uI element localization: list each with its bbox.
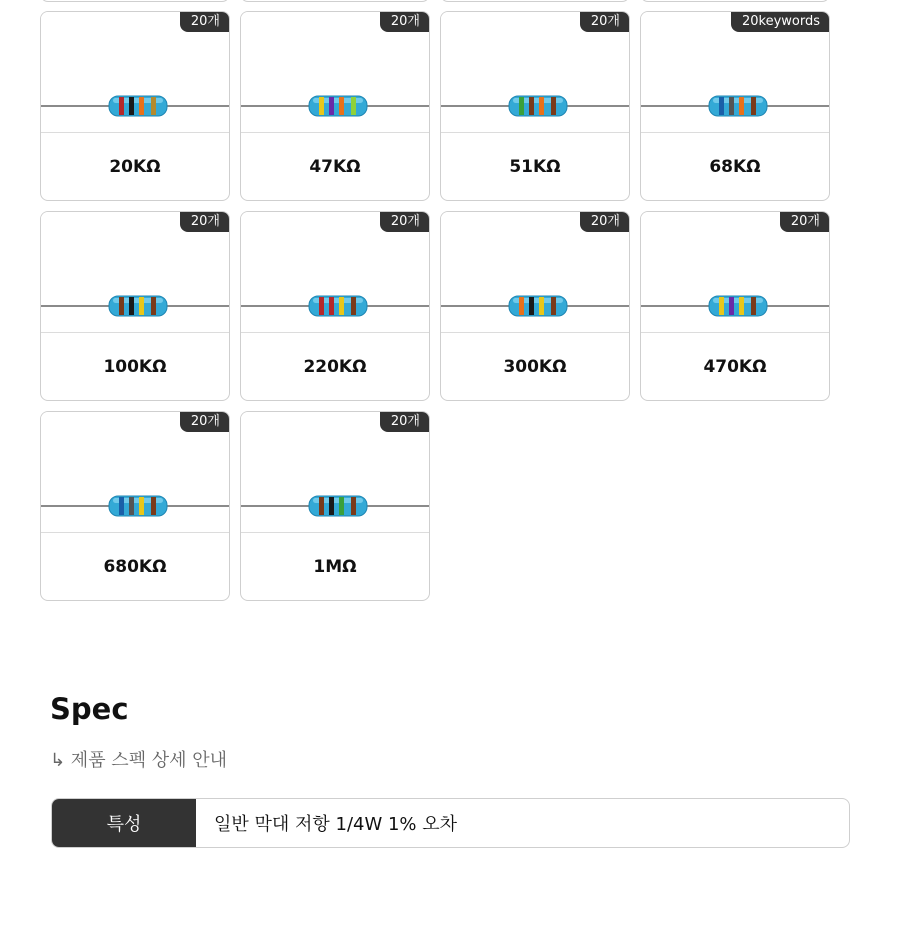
color-band xyxy=(119,97,124,115)
color-band xyxy=(119,497,124,515)
quantity-badge: 20개 xyxy=(780,212,829,232)
color-band xyxy=(751,297,756,315)
color-band xyxy=(339,97,344,115)
quantity-badge: 20개 xyxy=(180,212,229,232)
color-band xyxy=(351,497,356,515)
color-band xyxy=(739,97,744,115)
color-band xyxy=(519,97,524,115)
product-card[interactable] xyxy=(640,211,830,401)
product-card[interactable] xyxy=(40,411,230,601)
color-band xyxy=(129,97,134,115)
product-card[interactable] xyxy=(240,11,430,201)
resistance-label: 20KΩ xyxy=(109,156,161,177)
color-band xyxy=(539,97,544,115)
color-band xyxy=(319,97,324,115)
color-band xyxy=(551,97,556,115)
color-band xyxy=(151,97,156,115)
product-card[interactable] xyxy=(240,211,430,401)
color-band xyxy=(551,297,556,315)
product-card[interactable] xyxy=(240,411,430,601)
product-card[interactable] xyxy=(40,211,230,401)
color-band xyxy=(339,497,344,515)
previous-row-edge xyxy=(40,0,832,2)
color-band xyxy=(339,297,344,315)
quantity-badge: 20개 xyxy=(380,12,429,32)
quantity-badge: 20개 xyxy=(180,412,229,432)
spec-value: 일반 막대 저항 1/4W 1% 오차 xyxy=(214,814,458,835)
color-band xyxy=(529,97,534,115)
resistance-label: 47KΩ xyxy=(309,156,361,177)
color-band xyxy=(329,97,334,115)
quantity-badge: 20개 xyxy=(380,412,429,432)
color-band xyxy=(329,497,334,515)
color-band xyxy=(751,97,756,115)
color-band xyxy=(151,297,156,315)
resistance-label: 680KΩ xyxy=(103,556,167,577)
resistance-label: 470KΩ xyxy=(703,356,767,377)
color-band xyxy=(319,297,324,315)
color-band xyxy=(719,297,724,315)
quantity-badge: 20개 xyxy=(580,12,629,32)
color-band xyxy=(119,297,124,315)
color-band xyxy=(319,497,324,515)
resistance-label: 220KΩ xyxy=(303,356,367,377)
resistance-label: 100KΩ xyxy=(103,356,167,377)
color-band xyxy=(729,97,734,115)
color-band xyxy=(329,297,334,315)
color-band xyxy=(729,297,734,315)
resistance-label: 1MΩ xyxy=(313,556,357,577)
quantity-badge: 20개 xyxy=(180,12,229,32)
color-band xyxy=(519,297,524,315)
product-card[interactable] xyxy=(40,11,230,201)
product-card[interactable] xyxy=(440,11,630,201)
color-band xyxy=(351,97,356,115)
resistance-label: 51KΩ xyxy=(509,156,561,177)
color-band xyxy=(139,97,144,115)
quantity-badge: 20개 xyxy=(380,212,429,232)
color-band xyxy=(129,297,134,315)
color-band xyxy=(539,297,544,315)
color-band xyxy=(351,297,356,315)
spec-subtitle: ↳ 제품 스펙 상세 안내 xyxy=(50,750,228,771)
product-card[interactable] xyxy=(440,211,630,401)
resistance-label: 300KΩ xyxy=(503,356,567,377)
color-band xyxy=(719,97,724,115)
color-band xyxy=(139,497,144,515)
color-band xyxy=(139,297,144,315)
color-band xyxy=(529,297,534,315)
color-band xyxy=(739,297,744,315)
color-band xyxy=(151,497,156,515)
quantity-badge: 20개 xyxy=(580,212,629,232)
spec-title: Spec xyxy=(50,692,129,726)
quantity-badge: 20keywords xyxy=(731,12,829,32)
product-card[interactable] xyxy=(640,11,830,201)
spec-table xyxy=(51,798,850,848)
spec-key: 특성 xyxy=(52,799,196,847)
color-band xyxy=(129,497,134,515)
resistance-label: 68KΩ xyxy=(709,156,761,177)
